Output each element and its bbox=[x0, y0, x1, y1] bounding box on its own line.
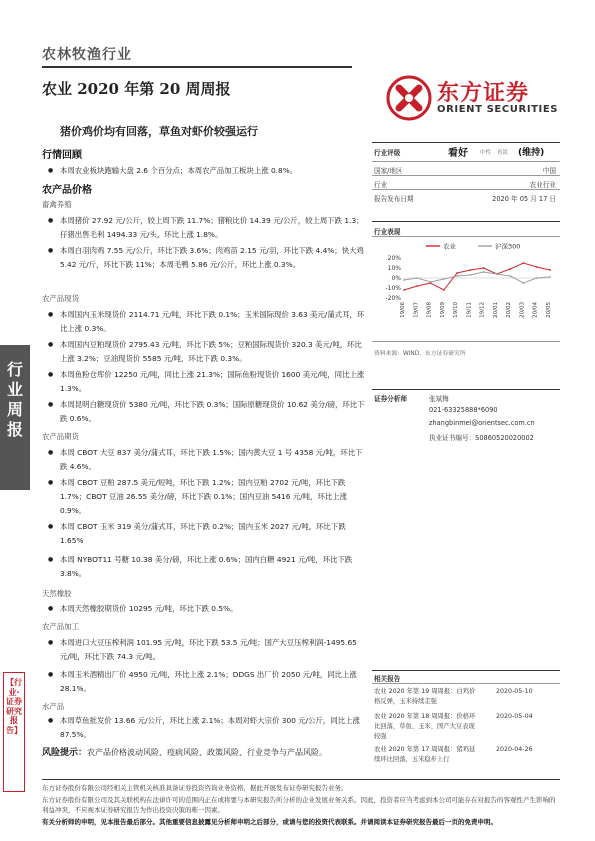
prices-heading: 农产品价格 bbox=[42, 185, 92, 196]
data-point bbox=[403, 279, 405, 281]
side-sub-label: 【行业·证券研究报告】 bbox=[6, 678, 22, 735]
legend-label: 农业 bbox=[443, 242, 456, 251]
related-report-link[interactable]: 农业 2020 年第 19 周周报：白鸡价格反弹，玉米持续走强 bbox=[374, 688, 476, 705]
footer-qualification: 东方证券股份有限公司经相关主管机关核准具备证券投资咨询业务资格，据此开展发布证券研究报告业务。 bbox=[42, 784, 348, 792]
analyst-name: 张斌梅 bbox=[429, 395, 449, 403]
rating-value: 看好 bbox=[448, 148, 468, 159]
rating-option: 中性 bbox=[480, 150, 492, 156]
x-tick-label: 19/11 bbox=[466, 302, 473, 318]
group-title: 农产品期货 bbox=[42, 432, 79, 441]
list-item: ● 本周草鱼批发价 13.66 元/公斤，环比上涨 2.1%；本周对虾大宗价 300 元/公斤，同比上涨 87.5%。 bbox=[48, 714, 368, 742]
list-item: ● 本周农业板块跑输大盘 2.6 个百分点；本周农产品加工板块上涨 0.8%。 bbox=[48, 164, 368, 178]
data-point bbox=[496, 273, 498, 275]
report-title: 农业 2020 年第 20 周周报 bbox=[42, 80, 231, 98]
y-tick-label: -10% bbox=[385, 285, 401, 292]
x-tick-label: 19/10 bbox=[453, 302, 460, 318]
data-point bbox=[469, 274, 471, 276]
data-point bbox=[523, 282, 525, 284]
data-point bbox=[443, 289, 445, 291]
list-item: ● 本周国内豆粕现货价 2795.43 元/吨，环比下跌 5%；豆粕国际现货价 320.3 美元/吨，环比上涨 3.2%；豆油现货价 5585 元/吨，环比下跌 0.3%。 bbox=[48, 338, 368, 366]
info-label: 行业 bbox=[374, 181, 388, 189]
data-point bbox=[469, 269, 471, 271]
x-tick-label: 19/06 bbox=[400, 302, 406, 318]
info-label: 国家/地区 bbox=[374, 167, 403, 175]
y-tick-label: 20% bbox=[387, 255, 401, 262]
list-item: ● 本周 CBOT 豆粕 287.5 美元/短吨，环比下跌 1.2%；国内豆粕 2702 元/吨，环比下跌 1.7%；CBOT 豆油 26.55 美分/磅，环比下跌 0.1%；国内豆油 5416 元/吨，环比上涨 0.9%。 bbox=[48, 476, 368, 518]
divider bbox=[372, 683, 560, 684]
divider bbox=[372, 175, 560, 176]
side-tab-label: 行 业 周 报 bbox=[6, 360, 23, 439]
chart-rule bbox=[372, 221, 560, 222]
list-item: ● 本周 CBOT 玉米 319 美分/蒲式耳，环比下跌 0.2%；国内玉米 2027 元/吨，环比下跌 1.65% bbox=[48, 520, 368, 548]
footer-disclaimer: 有关分析师的申明，见本报告最后部分。其他重要信息披露见分析师申明之后部分，或请与您的投资代表联系。并请阅读本证券研究报告最后一页的免责申明。 bbox=[42, 818, 497, 826]
list-item: ● 本周进口大豆压榨利润 101.95 元/吨，环比下跌 53.5 元/吨；国产大豆压榨利润-1495.65 元/吨，环比下跌 74.3 元/吨。 bbox=[48, 636, 368, 664]
header-rule bbox=[42, 66, 352, 68]
related-report-date: 2020-04-26 bbox=[496, 746, 533, 753]
related-heading: 相关报告 bbox=[374, 675, 401, 683]
list-item: ● 本周昆明白糖现货价 5380 元/吨，环比下跌 0.3%；国际原糖现货价 10.62 美分/磅，环比下跌 0.6%。 bbox=[48, 398, 368, 426]
divider bbox=[372, 236, 560, 237]
analyst-label: 证券分析师 bbox=[374, 395, 407, 403]
list-item: ● 本周 NYBOT11 号糖 10.38 美分/磅，环比上涨 0.6%；国内白糖 4921 元/吨，环比下跌 3.8%。 bbox=[48, 553, 368, 581]
group-title: 天然橡胶 bbox=[42, 589, 72, 598]
x-tick-label: 20/02 bbox=[506, 302, 513, 318]
x-tick-label: 20/05 bbox=[546, 302, 552, 318]
data-point bbox=[536, 266, 538, 268]
x-tick-label: 20/04 bbox=[532, 302, 539, 318]
data-point bbox=[443, 278, 445, 280]
data-point bbox=[536, 277, 538, 279]
market-review-heading: 行情回顾 bbox=[42, 150, 82, 161]
group-title: 农产品现货 bbox=[42, 294, 79, 303]
analyst-email[interactable]: zhangbinmei@orientsec.com.cn bbox=[429, 419, 535, 427]
logo-en: ORIENT SECURITIES bbox=[437, 104, 559, 115]
analyst-phone: 021-63325888*6090 bbox=[429, 406, 498, 414]
list-item: ● 本周白羽肉鸡 7.55 元/公斤，环比下跌 3.6%；肉鸡苗 2.15 元/羽，环比下跌 4.4%；快大鸡 5.42 元/斤，环比下跌 11%；本周毛鸭 5.86 元/公斤，环比上涨 0.3%。 bbox=[48, 244, 368, 272]
x-tick-label: 19/09 bbox=[439, 302, 446, 318]
info-value: 2020 年 05 月 17 日 bbox=[492, 195, 556, 203]
chart-source: 资料来源：WIND，东方证券研究所 bbox=[374, 351, 466, 357]
y-tick-label: 0% bbox=[391, 275, 401, 282]
data-point bbox=[549, 269, 551, 271]
data-point bbox=[509, 268, 511, 270]
analyst-license: 执业证书编号：S0860520020002 bbox=[429, 434, 534, 442]
x-tick-label: 19/08 bbox=[426, 302, 433, 318]
related-report-link[interactable]: 农业 2020 年第 18 周周报：价格环比回落，草鱼、玉米、国产大豆表现较强 bbox=[374, 713, 476, 740]
related-report-date: 2020-05-10 bbox=[496, 688, 533, 695]
related-report-date: 2020-05-04 bbox=[496, 713, 533, 720]
legend-label: 沪深300 bbox=[495, 242, 521, 251]
list-item: ● 本周玉米酒精出厂价 4950 元/吨，环比上涨 2.1%；DDGS 出厂价 2050 元/吨，同比上涨 28.1%。 bbox=[48, 668, 368, 696]
info-value: 农业行业 bbox=[529, 181, 556, 189]
rating-label: 行业评级 bbox=[374, 149, 401, 157]
orient-logo-icon bbox=[386, 75, 432, 121]
related-rule bbox=[372, 670, 560, 671]
sector-title: 农林牧渔行业 bbox=[42, 47, 132, 63]
info-value: 中国 bbox=[542, 167, 556, 175]
risk-warning: 风险提示：农产品价格波动风险、疫病风险、政策风险、行业竞争与产品风险。 bbox=[42, 748, 328, 758]
report-subtitle: 猪价鸡价均有回落，草鱼对虾价较强运行 bbox=[60, 125, 258, 138]
list-item: ● 本周鱼粉仓库价 12250 元/吨，同比上涨 21.3%；国际鱼粉现货价 1600 美元/吨，同比上涨 1.3%。 bbox=[48, 368, 368, 396]
list-item: ● 本周天然橡胶期货价 10295 元/吨，环比下跌 0.5%。 bbox=[48, 602, 368, 616]
related-report-link[interactable]: 农业 2020 年第 17 周周报：猪鸡延续环比回落，玉米稳步上行 bbox=[374, 746, 476, 763]
rating-option: 看淡 bbox=[497, 150, 509, 156]
y-tick-label: 10% bbox=[387, 265, 401, 272]
data-point bbox=[483, 267, 485, 269]
list-item: ● 本周猪价 27.92 元/公斤，较上周下跌 11.7%；猪粮比价 14.39 元/公斤，较上周下跌 1.3；仔猪出售毛利 1494.33 元/头，环比上涨 1.8%。 bbox=[48, 214, 368, 242]
info-label: 报告发布日期 bbox=[374, 195, 414, 203]
y-tick-label: -20% bbox=[385, 295, 401, 302]
x-tick-label: 19/12 bbox=[479, 302, 486, 318]
data-point bbox=[483, 271, 485, 273]
footer-disclosure: 东方证券股份有限公司及其关联机构在法律许可的范围内正在或将要与本研究报告所分析的企业发展业务关系。因此，投资者应当考虑到本公司可能存在对报告的客观性产生影响的利益冲突，不应视本证券研究报告为作出投资决策的唯一因素。 bbox=[42, 796, 556, 814]
data-point bbox=[456, 275, 458, 277]
x-tick-label: 20/01 bbox=[492, 302, 499, 318]
chart-title: 行业表现 bbox=[374, 228, 401, 236]
data-point bbox=[523, 262, 525, 264]
rating-status: (维持) bbox=[518, 148, 545, 158]
analyst-rule bbox=[372, 389, 560, 390]
data-point bbox=[549, 276, 551, 278]
divider bbox=[372, 161, 560, 162]
data-point bbox=[416, 277, 418, 279]
divider bbox=[372, 341, 560, 342]
logo-cn: 东方证券 bbox=[437, 81, 530, 106]
series-line bbox=[404, 272, 550, 283]
x-tick-label: 19/07 bbox=[413, 302, 420, 318]
data-point bbox=[403, 289, 405, 291]
industry-performance-chart bbox=[372, 238, 560, 322]
series-line bbox=[404, 263, 550, 290]
group-title: 水产品 bbox=[42, 702, 65, 711]
data-point bbox=[430, 281, 432, 283]
list-item: ● 本周 CBOT 大豆 837 美分/蒲式耳，环比下跌 1.5%；国内黄大豆 1 号 4358 元/吨，环比下跌 4.6%。 bbox=[48, 446, 368, 474]
group-title: 农产品加工 bbox=[42, 622, 79, 631]
group-title: 畜禽养殖 bbox=[42, 200, 72, 209]
data-point bbox=[509, 275, 511, 277]
footer-rule bbox=[42, 779, 560, 780]
x-tick-label: 20/03 bbox=[519, 302, 526, 318]
data-point bbox=[456, 272, 458, 274]
list-item: ● 本周国内玉米现货价 2114.71 元/吨，环比下跌 0.1%；玉米国际现价 3.63 美元/蒲式耳，环比上涨 0.3%。 bbox=[48, 308, 368, 336]
divider bbox=[372, 189, 560, 190]
rating-rule bbox=[372, 142, 560, 143]
data-point bbox=[416, 285, 418, 287]
